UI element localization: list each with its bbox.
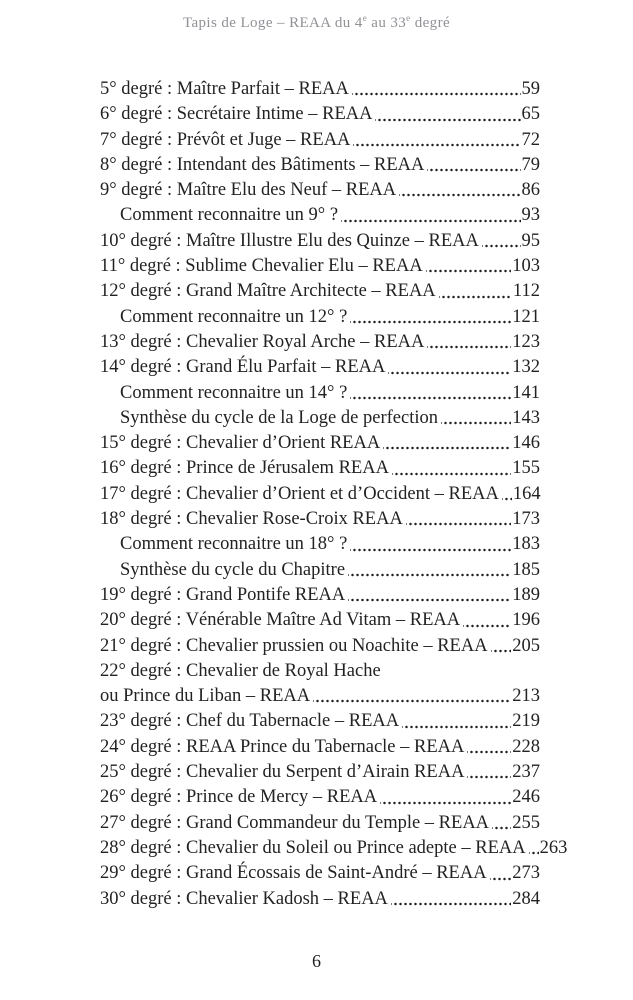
toc-page-number: 112: [512, 281, 540, 302]
dot-leader: [383, 431, 511, 456]
toc-entry: [100, 203, 540, 228]
dot-leader: [427, 330, 511, 355]
dot-leader: [427, 153, 520, 178]
toc-page-number: 86: [521, 180, 540, 201]
dot-leader: [467, 735, 511, 760]
dot-leader: [502, 482, 512, 507]
toc-entry-label: 6° degré : Secrétaire Intime – REAA: [100, 104, 373, 125]
toc-page-number: 213: [512, 686, 540, 707]
toc-entry-label: Comment reconnaitre un 12° ?: [120, 306, 348, 327]
toc-entry: [100, 406, 540, 431]
toc-entry: [100, 861, 540, 886]
toc-page-number: 132: [512, 357, 540, 378]
dot-leader: [341, 203, 520, 228]
toc-entry-label: 7° degré : Prévôt et Juge – REAA: [100, 129, 351, 150]
toc-page-number: 173: [512, 509, 540, 530]
toc-page-number: 123: [512, 331, 540, 352]
toc-page-number: 93: [521, 205, 540, 226]
dot-leader: [388, 355, 511, 380]
ordinal-superscript: e: [362, 13, 368, 23]
toc-entry-label: 15° degré : Chevalier d’Orient REAA: [100, 433, 381, 454]
toc-entry: [100, 659, 540, 684]
toc-entry-label: Comment reconnaitre un 18° ?: [120, 534, 348, 555]
toc-page-number: 219: [512, 711, 540, 732]
toc-entry: [100, 305, 540, 330]
toc-page-number: 121: [512, 306, 540, 327]
toc-entry-label: 9° degré : Maître Elu des Neuf – REAA: [100, 180, 397, 201]
toc-page-number: 146: [512, 433, 540, 454]
toc-page-number: 72: [521, 129, 540, 150]
toc-entry-label: 20° degré : Vénérable Maître Ad Vitam – REAA: [100, 610, 461, 631]
toc-page-number: 185: [512, 559, 540, 580]
toc-page-number: 155: [512, 458, 540, 479]
toc-entry: [100, 381, 540, 406]
toc-entry-label: 11° degré : Sublime Chevalier Elu – REAA: [100, 256, 423, 277]
toc-entry: [100, 178, 540, 203]
toc-page-number: 273: [512, 863, 540, 884]
dot-leader: [353, 128, 520, 153]
toc-entry-label: 14° degré : Grand Élu Parfait – REAA: [100, 357, 386, 378]
toc-entry-label: Comment reconnaitre un 9° ?: [120, 205, 339, 226]
table-of-contents: [100, 77, 568, 912]
toc-entry: [100, 735, 540, 760]
toc-entry-label: Synthèse du cycle de la Loge de perfection: [120, 407, 438, 428]
toc-entry-label: 21° degré : Chevalier prussien ou Noachite – REAA: [100, 635, 488, 656]
toc-entry: [100, 482, 540, 507]
toc-entry-label: ou Prince du Liban – REAA: [100, 686, 311, 707]
dot-leader: [490, 861, 512, 886]
toc-entry-label: 17° degré : Chevalier d’Orient et d’Occident – REAA: [100, 483, 499, 504]
toc-entry: [100, 507, 540, 532]
dot-leader: [375, 102, 520, 127]
toc-entry: [100, 456, 540, 481]
dot-leader: [348, 558, 511, 583]
dot-leader: [391, 887, 511, 912]
toc-entry: [100, 279, 540, 304]
toc-page-number: 228: [512, 736, 540, 757]
toc-entry: [100, 583, 540, 608]
running-header-text: au 33: [367, 15, 407, 31]
toc-entry-label: 23° degré : Chef du Tabernacle – REAA: [100, 711, 400, 732]
toc-page-number: 189: [512, 584, 540, 605]
toc-entry: [100, 811, 540, 836]
dot-leader: [380, 785, 511, 810]
toc-page-number: 79: [521, 154, 540, 175]
dot-leader: [463, 608, 511, 633]
dot-leader: [402, 709, 511, 734]
dot-leader: [491, 634, 512, 659]
toc-entry-label: 13° degré : Chevalier Royal Arche – REAA: [100, 331, 425, 352]
toc-entry-label: 8° degré : Intendant des Bâtiments – REAA: [100, 154, 425, 175]
toc-entry: [100, 229, 540, 254]
toc-entry-label: 26° degré : Prince de Mercy – REAA: [100, 787, 378, 808]
toc-page-number: 284: [512, 888, 540, 909]
dot-leader: [441, 406, 511, 431]
toc-entry: [100, 608, 540, 633]
toc-entry-label: 28° degré : Chevalier du Soleil ou Prince adepte – REAA: [100, 837, 526, 858]
dot-leader: [350, 381, 511, 406]
toc-entry-label: 16° degré : Prince de Jérusalem REAA: [100, 458, 389, 479]
page-number-folio: 6: [312, 951, 321, 971]
toc-entry-label: 30° degré : Chevalier Kadosh – REAA: [100, 888, 388, 909]
toc-entry: [100, 128, 540, 153]
dot-leader: [439, 279, 512, 304]
toc-page-number: 95: [521, 230, 540, 251]
ordinal-superscript: e: [406, 13, 411, 23]
toc-entry: [100, 431, 540, 456]
toc-entry: [100, 355, 540, 380]
toc-page-number: 141: [512, 382, 540, 403]
running-header-text: Tapis de Loge – REAA du 4: [182, 15, 363, 31]
dot-leader: [313, 684, 511, 709]
dot-leader: [350, 532, 511, 557]
dot-leader: [529, 836, 539, 861]
toc-entry-label: 29° degré : Grand Écossais de Saint-André – REAA: [100, 863, 487, 884]
toc-entry: [100, 836, 568, 861]
toc-page-number: 237: [512, 762, 540, 783]
toc-entry-label: 18° degré : Chevalier Rose-Croix REAA: [100, 509, 403, 530]
toc-page-number: 143: [512, 407, 540, 428]
dot-leader: [392, 456, 511, 481]
dot-leader: [406, 507, 511, 532]
dot-leader: [426, 254, 512, 279]
toc-page-number: 205: [512, 635, 540, 656]
toc-entry: [100, 887, 540, 912]
toc-page-number: 183: [512, 534, 540, 555]
dot-leader: [492, 811, 511, 836]
toc-entry-label: 12° degré : Grand Maître Architecte – REAA: [100, 281, 436, 302]
toc-page-number: 255: [512, 812, 540, 833]
toc-entry-label: 19° degré : Grand Pontife REAA: [100, 584, 346, 605]
toc-entry: [100, 77, 540, 102]
dot-leader: [350, 305, 511, 330]
toc-page-number: 103: [512, 256, 540, 277]
toc-entry: [100, 634, 540, 659]
toc-page-number: 65: [521, 104, 540, 125]
toc-page-number: 164: [512, 483, 541, 504]
toc-page-number: 196: [512, 610, 540, 631]
toc-entry-label: 24° degré : REAA Prince du Tabernacle – REAA: [100, 736, 465, 757]
toc-entry: [100, 684, 540, 709]
running-header-text: degré: [410, 15, 451, 31]
toc-entry-label: Comment reconnaitre un 14° ?: [120, 382, 348, 403]
toc-entry: [100, 760, 540, 785]
dot-leader: [348, 583, 511, 608]
toc-entry: [100, 709, 540, 734]
toc-page-number: 263: [539, 837, 568, 858]
toc-page-number: 246: [512, 787, 540, 808]
toc-entry: [100, 532, 540, 557]
toc-entry-label: 27° degré : Grand Commandeur du Temple – REAA: [100, 812, 490, 833]
toc-entry: [100, 254, 540, 279]
toc-entry: [100, 102, 540, 127]
toc-entry-label: 5° degré : Maître Parfait – REAA: [100, 79, 349, 99]
dot-leader: [399, 178, 520, 203]
running-header: [0, 15, 633, 32]
dot-leader: [482, 229, 521, 254]
toc-entry: [100, 785, 540, 810]
dot-leader: [467, 760, 511, 785]
toc-entry-label: Synthèse du cycle du Chapitre: [120, 559, 346, 580]
toc-entry: [100, 153, 540, 178]
toc-entry: [100, 558, 540, 583]
toc-entry-label: 10° degré : Maître Illustre Elu des Quinze – REAA: [100, 230, 479, 251]
dot-leader: [352, 77, 521, 102]
toc-entry: [100, 330, 540, 355]
toc-page-number: 59: [521, 79, 540, 99]
toc-entry-label: 25° degré : Chevalier du Serpent d’Airain REAA: [100, 762, 465, 783]
toc-entry-label: 22° degré : Chevalier de Royal Hache: [100, 660, 381, 681]
